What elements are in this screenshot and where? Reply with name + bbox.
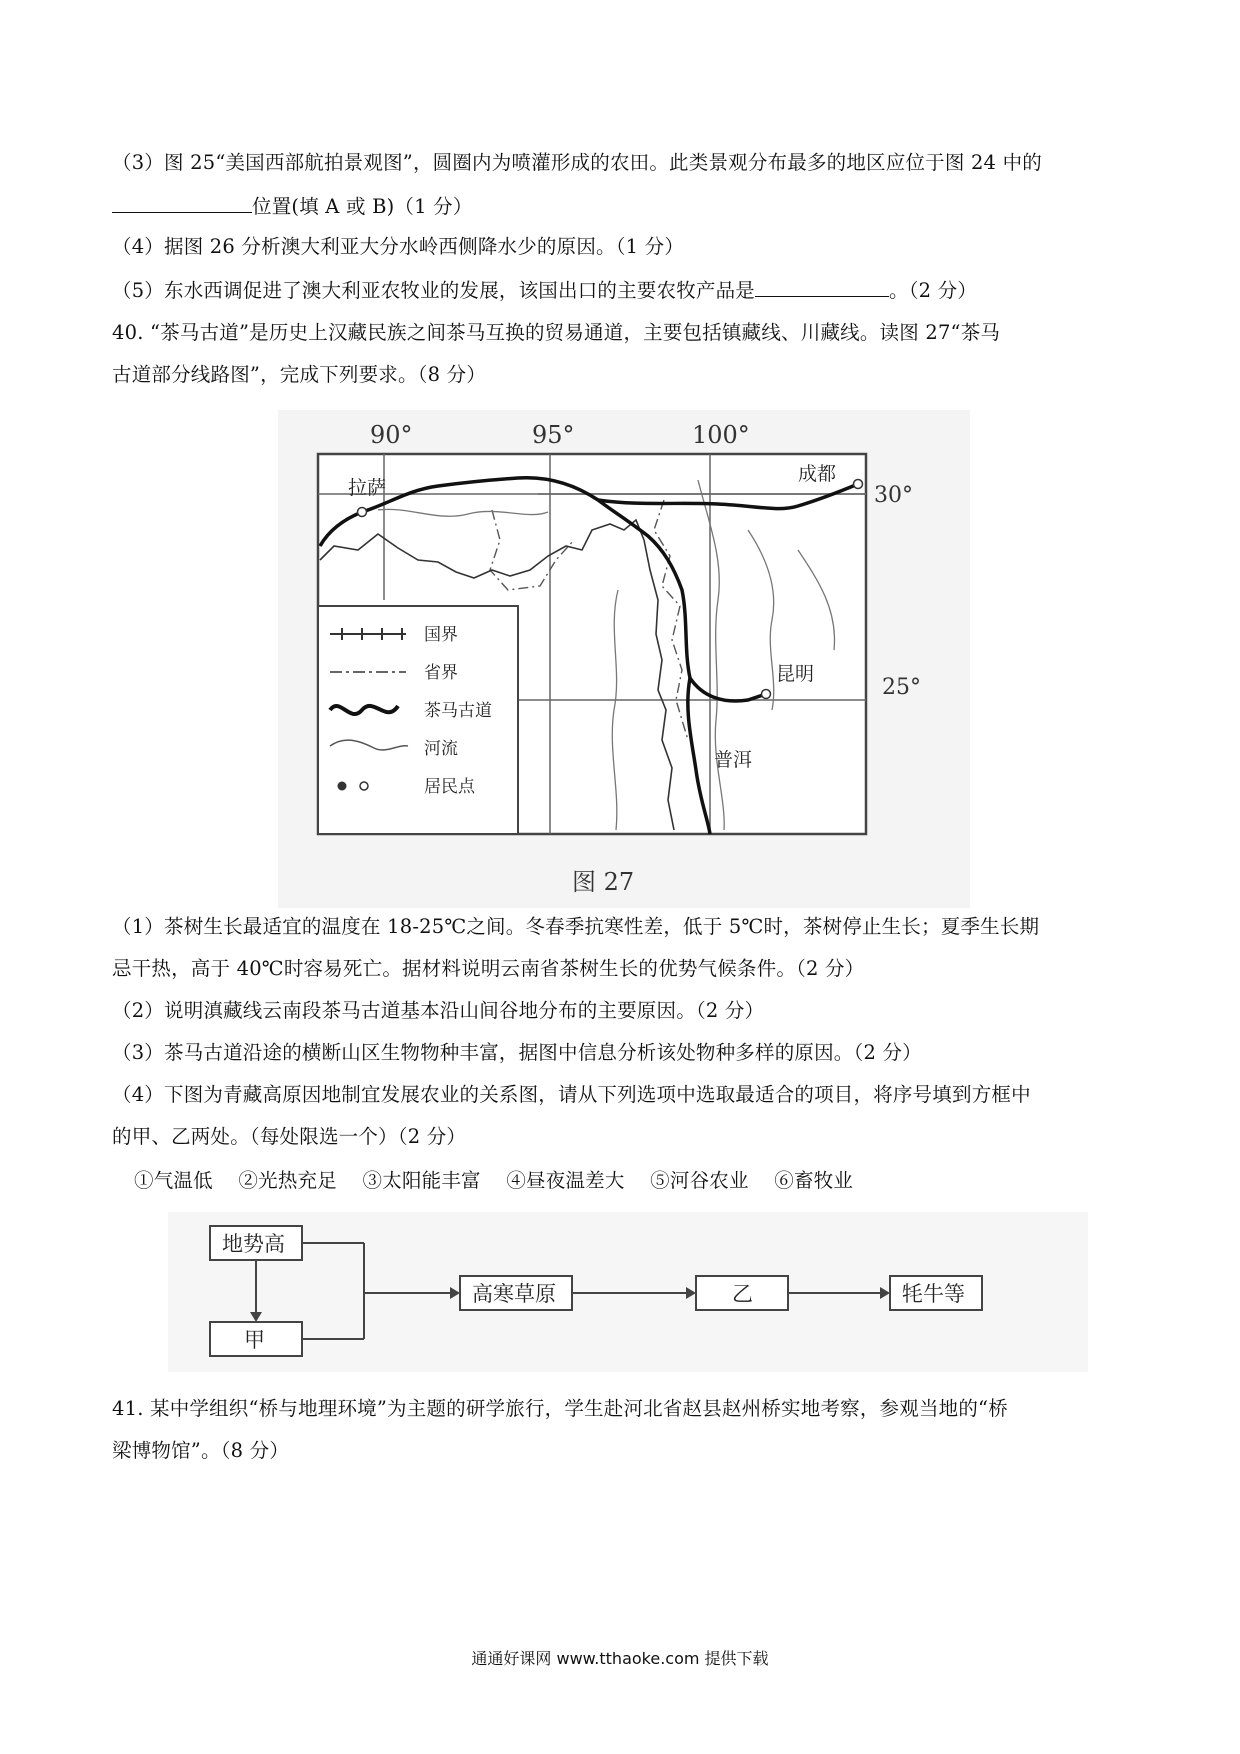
figure-caption: 图 27 <box>572 868 635 896</box>
option-3: ③太阳能丰富 <box>362 1169 481 1192</box>
option-1: ①气温低 <box>134 1169 213 1192</box>
q41-line2: 梁博物馆”。（8 分） <box>112 1439 290 1462</box>
q40-intro-line1: 40. “茶马古道”是历史上汉藏民族之间茶马互换的贸易通道，主要包括镇藏线、川藏线。读图 27“茶马 <box>112 321 1001 344</box>
legend-border: 国界 <box>424 625 458 645</box>
options-row <box>134 1168 853 1194</box>
q40-part4-line2: 的甲、乙两处。（每处限选一个）（2 分） <box>112 1125 467 1148</box>
q39-part5-text: （5）东水西调促进了澳大利亚农牧业的发展，该国出口的主要农牧产品是 <box>112 279 756 302</box>
legend-province: 省界 <box>424 663 458 683</box>
lat-label-25: 25° <box>882 675 921 700</box>
lon-label-95: 95° <box>532 421 575 449</box>
lon-label-90: 90° <box>370 421 413 449</box>
option-4: ④昼夜温差大 <box>506 1169 625 1192</box>
option-5: ⑤河谷农业 <box>650 1169 749 1192</box>
q39-part3-line2 <box>112 192 473 220</box>
q40-part3: （3）茶马古道沿途的横断山区生物物种丰富，据图中信息分析该处物种多样的原因。（2 分） <box>112 1041 922 1064</box>
box-grassland-label: 高寒草原 <box>472 1282 556 1306</box>
q39-part5 <box>112 276 977 304</box>
page-footer: 通通好课网 www.tthaoke.com 提供下载 <box>471 1649 769 1668</box>
city-kunming: 昆明 <box>776 663 815 685</box>
box-yi-label: 乙 <box>732 1282 753 1306</box>
q40-part2: （2）说明滇藏线云南段茶马古道基本沿山间谷地分布的主要原因。（2 分） <box>112 999 765 1022</box>
city-chengdu: 成都 <box>798 463 837 485</box>
legend-route: 茶马古道 <box>424 701 492 721</box>
tea-horse-road-map <box>278 410 970 908</box>
answer-blank[interactable] <box>112 192 252 213</box>
box-terrain-label: 地势高 <box>222 1232 285 1256</box>
lat-label-30: 30° <box>874 483 913 508</box>
q41-line1: 41. 某中学组织“桥与地理环境”为主题的研学旅行，学生赴河北省赵县赵州桥实地考察，参观当地的“桥 <box>112 1397 1008 1420</box>
q40-part1-line1: （1）茶树生长最适宜的温度在 18-25℃之间。冬春季抗寒性差，低于 5℃时，茶树停止生长；夏季生长期 <box>112 915 1040 938</box>
legend-settlement: 居民点 <box>424 777 475 797</box>
city-puer: 普洱 <box>714 749 753 771</box>
q39-part4: （4）据图 26 分析澳大利亚大分水岭西侧降水少的原因。（1 分） <box>112 235 685 258</box>
option-2: ②光热充足 <box>238 1169 337 1192</box>
q39-part5-tail: 。（2 分） <box>889 279 978 302</box>
q39-part3-line1: （3）图 25“美国西部航拍景观图”，圆圈内为喷灌形成的农田。此类景观分布最多的地区应位于图 24 中的 <box>112 151 1042 174</box>
q40-intro-line2: 古道部分线路图”，完成下列要求。（8 分） <box>112 363 487 386</box>
option-6: ⑥畜牧业 <box>774 1169 854 1192</box>
q39-part3-tail: 位置(填 A 或 B)（1 分） <box>252 195 473 218</box>
box-yak-label: 牦牛等 <box>902 1282 965 1306</box>
q40-part4-line1: （4）下图为青藏高原因地制宜发展农业的关系图，请从下列选项中选取最适合的项目，将序号填到方框中 <box>112 1083 1031 1106</box>
answer-blank[interactable] <box>755 276 889 297</box>
legend-river: 河流 <box>424 739 458 759</box>
lon-label-100: 100° <box>692 421 750 449</box>
q40-part1-line2: 忌干热，高于 40℃时容易死亡。据材料说明云南省茶树生长的优势气候条件。（2 分） <box>112 957 865 980</box>
agriculture-flowchart <box>168 1212 1088 1372</box>
city-lhasa: 拉萨 <box>348 477 387 499</box>
box-jia-label: 甲 <box>244 1328 265 1352</box>
